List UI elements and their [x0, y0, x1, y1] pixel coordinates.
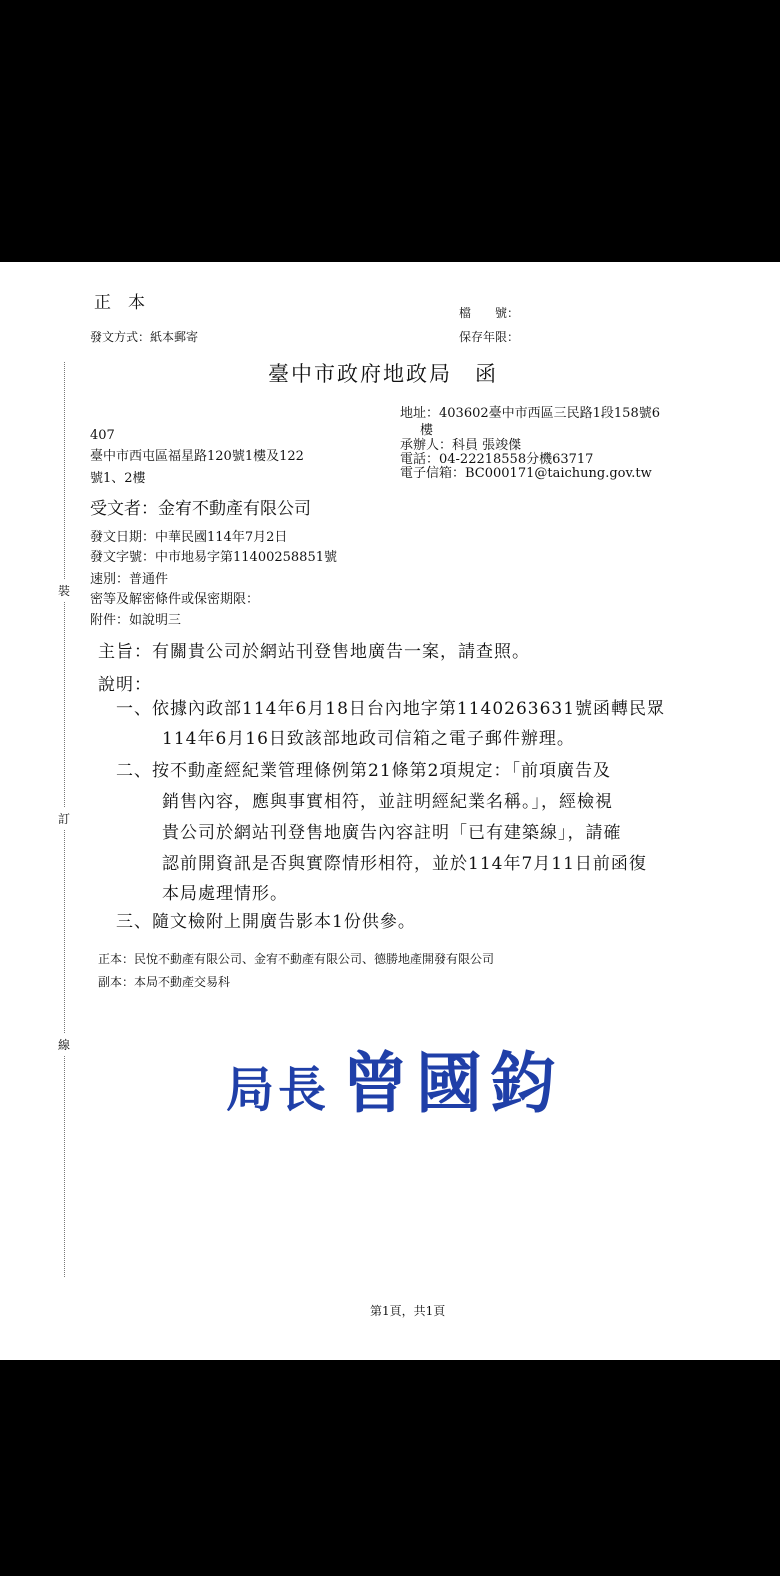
sender-address-line2: 樓 [420, 423, 434, 438]
document-page [0, 262, 780, 1360]
distribution-copy: 副本：本局不動產交易科 [98, 975, 231, 989]
item2-line1: 二、按不動產經紀業管理條例第21條第2項規定：「前項廣告及 [116, 761, 611, 781]
delivery-speed: 速別：普通件 [90, 572, 169, 587]
copy-type: 正 本 [94, 293, 145, 313]
page-info: 第1頁，共1頁 [370, 1304, 446, 1318]
subject: 主旨：有關貴公司於網站刊登售地廣告一案，請查照。 [98, 642, 530, 662]
recipient: 受文者：金宥不動產有限公司 [90, 499, 311, 519]
recipient-address-line1: 臺中市西屯區福星路120號1樓及122 [90, 449, 304, 464]
secrecy: 密等及解密條件或保密期限： [90, 592, 260, 607]
send-method: 發文方式：紙本郵寄 [90, 330, 199, 344]
binding-mark-zhuang: 裝 [58, 580, 70, 601]
binding-mark-ding: 訂 [58, 808, 70, 829]
seal-title: 局長 [226, 1062, 331, 1118]
item3: 三、隨文檢附上開廣告影本1份供參。 [116, 912, 416, 932]
explanation-label: 說明： [98, 675, 152, 695]
issue-date: 發文日期：中華民國114年7月2日 [90, 530, 288, 545]
item2-line4: 認前開資訊是否與實際情形相符，並於114年7月11日前函復 [162, 854, 647, 874]
item1-line2: 114年6月16日致該部地政司信箱之電子郵件辦理。 [162, 729, 575, 749]
director-seal [226, 1030, 564, 1125]
item2-line2: 銷售內容，應與事實相符，並註明經紀業名稱。」，經檢視 [162, 792, 613, 812]
handler: 承辦人：科員 張竣傑 [400, 438, 522, 453]
recipient-address-line2: 號1、2樓 [90, 471, 146, 486]
document-title: 臺中市政府地政局 函 [268, 362, 498, 386]
item2-line5: 本局處理情形。 [162, 884, 288, 904]
email: 電子信箱：BC000171@taichung.gov.tw [400, 466, 652, 481]
attachment: 附件：如說明三 [90, 613, 182, 628]
file-number-label: 檔 號： [459, 306, 520, 320]
binding-mark-xian: 線 [58, 1034, 70, 1055]
item2-line3: 貴公司於網站刊登售地廣告內容註明「已有建築線」，請確 [162, 823, 622, 843]
document-number: 發文字號：中市地易字第11400258851號 [90, 550, 337, 565]
distribution-original: 正本：民悅不動產有限公司、金宥不動產有限公司、德勝地產開發有限公司 [98, 952, 495, 966]
recipient-zip: 407 [90, 428, 115, 443]
retention-label: 保存年限： [459, 330, 520, 344]
sender-address-line1: 地址：403602臺中市西區三民路1段158號6 [400, 406, 660, 421]
phone: 電話：04-22218558分機63717 [400, 452, 594, 467]
item1-line1: 一、依據內政部114年6月18日台內地字第1140263631號函轉民眾 [116, 699, 666, 719]
seal-name: 曾國鈞 [342, 1045, 565, 1122]
